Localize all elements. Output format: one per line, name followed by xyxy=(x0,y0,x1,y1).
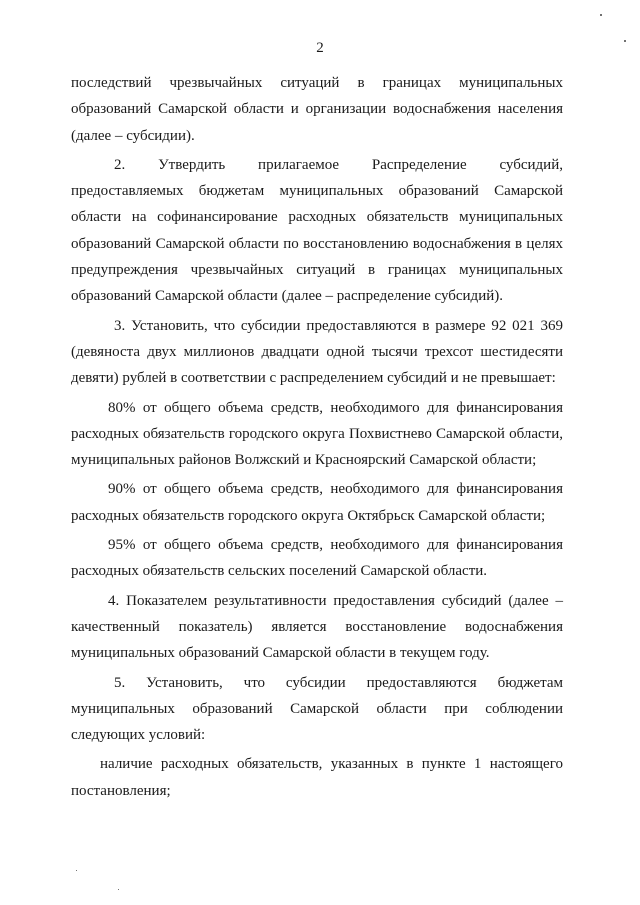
paragraph-item-2: 2. Утвердить прилагаемое Распределение субсидий, предоставляемых бюджетам муниципальных образований Самарской области на софинансирование расходных обязательств муниципальных образований Самарской области по восстановлению водоснабжения в целях предупреждения чрезвычайных ситуаций в границах муниципальных образований Самарской области (далее – распределение субсидий). xyxy=(71,156,563,305)
page-number: 2 xyxy=(316,40,324,56)
paragraph-item-5: 5. Установить, что субсидии предоставляются бюджетам муниципальных образований Самарской области при соблюдении следующих условий: xyxy=(71,674,563,744)
scan-speck xyxy=(118,889,119,890)
paragraph-item-4: 4. Показателем результативности предоставления субсидий (далее – качественный показатель) является восстановление водоснабжения муниципальных образований Самарской области в текущем году. xyxy=(71,592,563,662)
document-body xyxy=(71,70,563,804)
paragraph-condition-1: наличие расходных обязательств, указанных в пункте 1 настоящего постановления; xyxy=(71,756,563,799)
paragraph-continuation: последствий чрезвычайных ситуаций в границах муниципальных образований Самарской области и организации водоснабжения населения (далее – субсидии). xyxy=(71,75,563,144)
paragraph-item-3: 3. Установить, что субсидии предоставляются в размере 92 021 369 (девяноста двух миллионов двадцати одной тысячи трехсот шестидесяти девяти) рублей в соответствии с распределением субсидий и не превышает: xyxy=(71,317,563,387)
scan-speck xyxy=(76,870,77,871)
paragraph-80-percent: 80% от общего объема средств, необходимого для финансирования расходных обязательств городского округа Похвистнево Самарской области, муниципальных районов Волжский и Красноярский Самарской области; xyxy=(71,399,563,469)
paragraph-95-percent: 95% от общего объема средств, необходимого для финансирования расходных обязательств сельских поселений Самарской области. xyxy=(71,537,563,580)
scan-speck xyxy=(600,14,602,16)
scan-speck xyxy=(624,40,626,42)
paragraph-90-percent: 90% от общего объема средств, необходимого для финансирования расходных обязательств городского округа Октябрьск Самарской области; xyxy=(71,481,563,524)
